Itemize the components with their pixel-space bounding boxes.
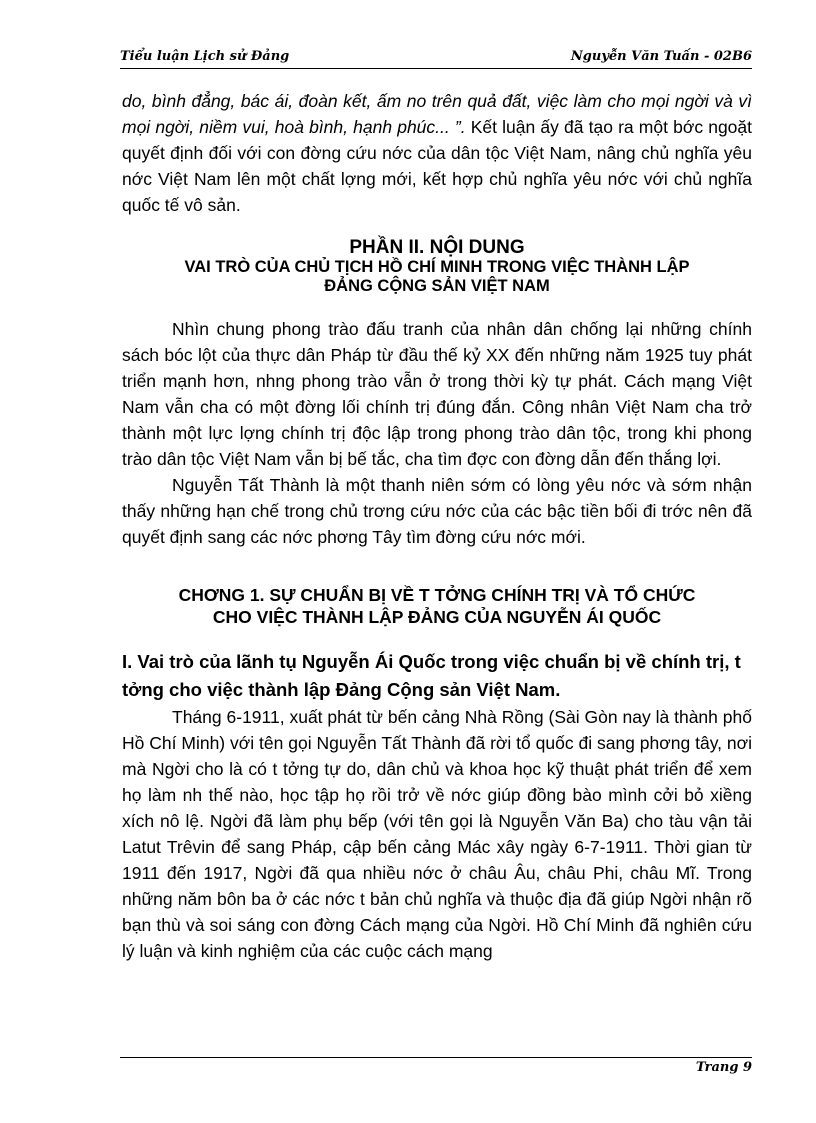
page-number: Trang 9 xyxy=(695,1060,752,1075)
header-author: Nguyễn Văn Tuấn - 02B6 xyxy=(570,49,752,64)
part-subtitle-line2: ĐẢNG CỘNG SẢN VIỆT NAM xyxy=(324,277,550,295)
section-heading: I. Vai trò của lãnh tụ Nguyễn Ái Quốc trong việc chuẩn bị về chính trị, t tởng cho việc thành lập Đảng Cộng sản Việt Nam. xyxy=(122,651,741,700)
chapter-title-line1: CHƠNG 1. SỰ CHUẨN BỊ VỀ T TỞNG CHÍNH TRỊ VÀ TỔ CHỨC xyxy=(178,585,696,605)
chapter-title-line2: CHO VIỆC THÀNH LẬP ĐẢNG CỦA NGUYỄN ÁI QUỐC xyxy=(212,607,662,627)
header-title: Tiểu luận Lịch sử Đảng xyxy=(120,49,290,64)
body-paragraph-1: Nhìn chung phong trào đấu tranh của nhân dân chống lại những chính sách bóc lột của thực dân Pháp từ đầu thế kỷ XX đến những năm 1925 tuy phát triển mạnh hơn, nhng phong trào vẫn ở trong thời kỳ tự phát. Cách mạng Việt Nam vẫn cha có một đờng lối chính trị đúng đắn. Công nhân Việt Nam cha trở thành một lực lợng chính trị độc lập trong phong trào dân tộc, trong khi phong trào dân tộc Việt Nam vẫn bị bế tắc, cha tìm đợc con đờng dẫn đến thắng lợi. xyxy=(122,319,752,469)
section-paragraph: Tháng 6-1911, xuất phát từ bến cảng Nhà Rồng (Sài Gòn nay là thành phố Hồ Chí Minh) với tên gọi Nguyễn Tất Thành đã rời tổ quốc đi sang phơng tây, nơi mà Ngời cho là có t tởng tự do, dân chủ và khoa học kỹ thuật phát triển để xem họ làm nh thế nào, học tập họ rồi trở về nớc giúp đồng bào mình cởi bỏ xiềng xích nô lệ. Ngời đã làm phụ bếp (với tên gọi là Nguyễn Văn Ba) cho tàu vận tải Latut Trêvin để sang Pháp, cập bến cảng Mác xây ngày 6-7-1911. Thời gian từ 1911 đến 1917, Ngời đã qua nhiều nớc ở châu Âu, châu Phi, châu Mĩ. Trong những năm bôn ba ở các nớc t bản chủ nghĩa và thuộc địa đã giúp Ngời nhận rõ bạn thù và soi sáng con đờng Cách mạng của Ngời. Hồ Chí Minh đã nghiên cứu lý luận và kinh nghiệm của các cuộc cách mạng xyxy=(122,707,752,961)
page-footer xyxy=(120,1057,752,1076)
page-content xyxy=(122,88,752,964)
part-title: PHẦN II. NỘI DUNG xyxy=(349,237,525,258)
page-header xyxy=(120,48,752,69)
body-paragraph-2: Nguyễn Tất Thành là một thanh niên sớm có lòng yêu nớc và sớm nhận thấy những hạn chế trong chủ trơng cứu nớc của các bậc tiền bối đi trớc nên đã quyết định sang các nớc phơng Tây tìm đờng cứu nớc mới. xyxy=(122,475,752,547)
intro-quote: do, bình đẳng, bác ái, đoàn kết, ấm no trên quả đất, việc làm cho mọi ngời và vì mọi ngời, niềm vui, hoà bình, hạnh phúc... ”. xyxy=(122,91,752,137)
part-subtitle-line1: VAI TRÒ CỦA CHỦ TỊCH HỒ CHÍ MINH TRONG VIỆC THÀNH LẬP xyxy=(184,258,690,276)
intro-paragraph xyxy=(122,88,752,218)
intro-rest: Kết luận ấy đã tạo ra một bớc ngoặt quyết định đối với con đờng cứu nớc của dân tộc Việt Nam, nâng chủ nghĩa yêu nớc Việt Nam lên một chất lợng mới, kết hợp chủ nghĩa yêu nớc với chủ nghĩa quốc tế vô sản. xyxy=(122,117,753,215)
